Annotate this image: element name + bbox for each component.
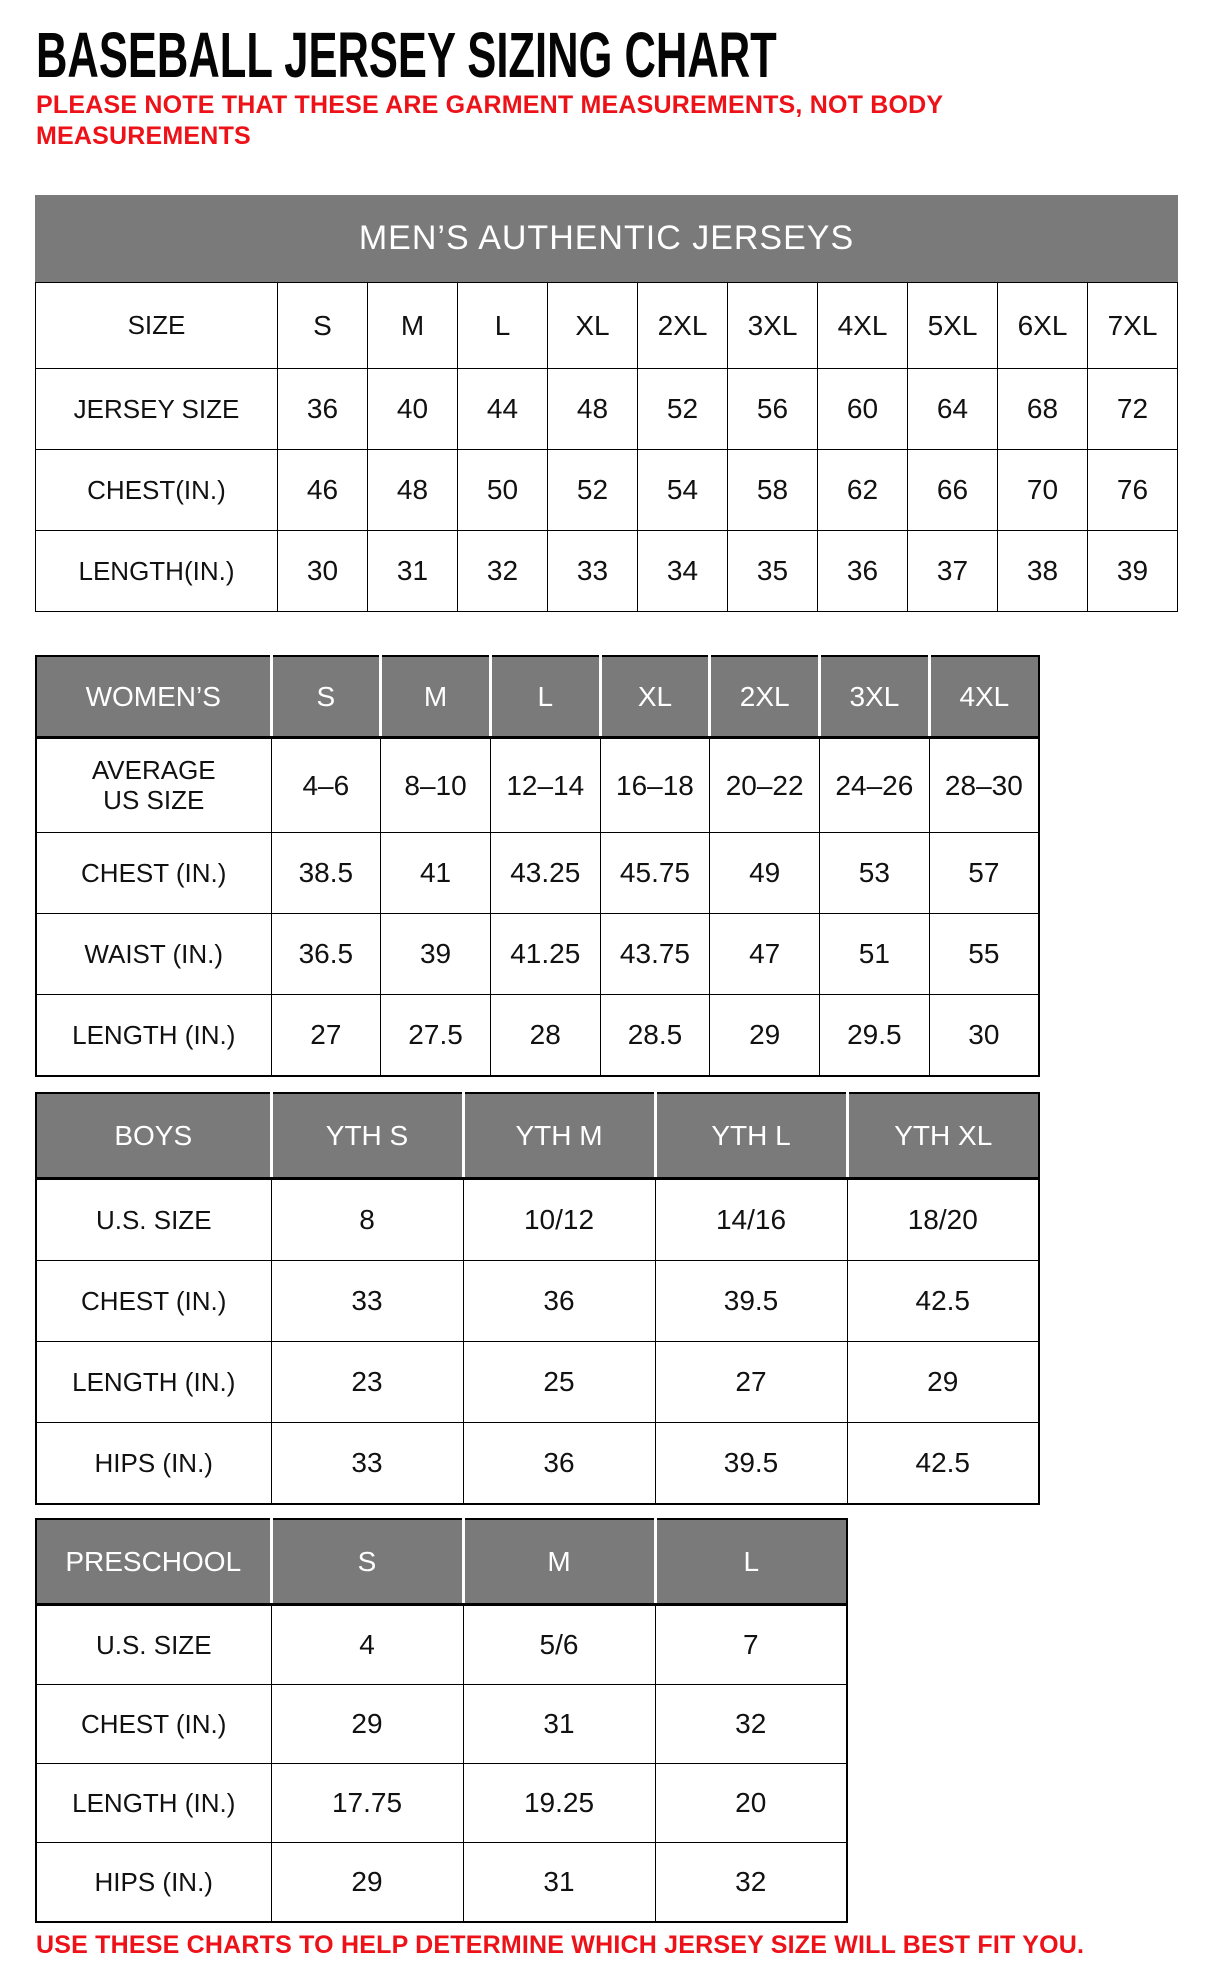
size-cell: S bbox=[271, 1519, 463, 1605]
value-cell: 14/16 bbox=[655, 1179, 847, 1261]
value-cell: 36 bbox=[278, 369, 368, 450]
value-cell: 4–6 bbox=[271, 738, 381, 833]
size-cell: M bbox=[368, 283, 458, 369]
mens-sizing-section bbox=[35, 195, 1178, 612]
row-label: SIZE bbox=[36, 283, 278, 369]
value-cell: 41.25 bbox=[490, 914, 600, 995]
table-row bbox=[36, 1261, 1039, 1342]
value-cell: 56 bbox=[728, 369, 818, 450]
row-label: CHEST (IN.) bbox=[36, 1261, 271, 1342]
table-row bbox=[36, 283, 1178, 369]
size-cell: M bbox=[463, 1519, 655, 1605]
value-cell: 8 bbox=[271, 1179, 463, 1261]
table-header-row bbox=[36, 1093, 1039, 1179]
value-cell: 31 bbox=[368, 531, 458, 612]
row-label: U.S. SIZE bbox=[36, 1605, 271, 1685]
size-cell: 2XL bbox=[638, 283, 728, 369]
value-cell: 29 bbox=[847, 1342, 1039, 1423]
value-cell: 40 bbox=[368, 369, 458, 450]
value-cell: 39.5 bbox=[655, 1423, 847, 1505]
row-label: WAIST (IN.) bbox=[36, 914, 271, 995]
value-cell: 33 bbox=[548, 531, 638, 612]
value-cell: 72 bbox=[1088, 369, 1178, 450]
value-cell: 48 bbox=[368, 450, 458, 531]
table-row bbox=[36, 995, 1039, 1077]
garment-measurement-note bbox=[36, 90, 943, 152]
size-cell: L bbox=[655, 1519, 847, 1605]
size-cell: YTH L bbox=[655, 1093, 847, 1179]
value-cell: 20–22 bbox=[710, 738, 820, 833]
row-label: U.S. SIZE bbox=[36, 1179, 271, 1261]
value-cell: 30 bbox=[929, 995, 1039, 1077]
table-title-cell: PRESCHOOL bbox=[36, 1519, 271, 1605]
value-cell: 35 bbox=[728, 531, 818, 612]
value-cell: 28 bbox=[490, 995, 600, 1077]
size-cell: XL bbox=[548, 283, 638, 369]
value-cell: 76 bbox=[1088, 450, 1178, 531]
value-cell: 29.5 bbox=[820, 995, 930, 1077]
value-cell: 33 bbox=[271, 1261, 463, 1342]
value-cell: 57 bbox=[929, 833, 1039, 914]
value-cell: 4 bbox=[271, 1605, 463, 1685]
value-cell: 36.5 bbox=[271, 914, 381, 995]
row-label: JERSEY SIZE bbox=[36, 369, 278, 450]
table-row bbox=[36, 1179, 1039, 1261]
size-cell: L bbox=[490, 656, 600, 738]
value-cell: 70 bbox=[998, 450, 1088, 531]
value-cell: 39 bbox=[381, 914, 491, 995]
size-cell: 4XL bbox=[818, 283, 908, 369]
size-cell: 7XL bbox=[1088, 283, 1178, 369]
value-cell: 29 bbox=[710, 995, 820, 1077]
value-cell: 51 bbox=[820, 914, 930, 995]
value-cell: 38 bbox=[998, 531, 1088, 612]
size-cell: 3XL bbox=[728, 283, 818, 369]
value-cell: 16–18 bbox=[600, 738, 710, 833]
value-cell: 37 bbox=[908, 531, 998, 612]
value-cell: 31 bbox=[463, 1685, 655, 1764]
value-cell: 42.5 bbox=[847, 1261, 1039, 1342]
value-cell: 8–10 bbox=[381, 738, 491, 833]
row-label: LENGTH(IN.) bbox=[36, 531, 278, 612]
note-line-2: MEASUREMENTS bbox=[36, 122, 251, 150]
size-cell: L bbox=[458, 283, 548, 369]
value-cell: 64 bbox=[908, 369, 998, 450]
value-cell: 32 bbox=[655, 1685, 847, 1764]
value-cell: 39.5 bbox=[655, 1261, 847, 1342]
value-cell: 32 bbox=[458, 531, 548, 612]
table-row bbox=[36, 1342, 1039, 1423]
size-cell: 6XL bbox=[998, 283, 1088, 369]
size-cell: YTH XL bbox=[847, 1093, 1039, 1179]
size-cell: YTH M bbox=[463, 1093, 655, 1179]
size-cell: XL bbox=[600, 656, 710, 738]
value-cell: 27 bbox=[271, 995, 381, 1077]
size-cell: S bbox=[271, 656, 381, 738]
value-cell: 46 bbox=[278, 450, 368, 531]
value-cell: 52 bbox=[548, 450, 638, 531]
table-title-cell: WOMEN’S bbox=[36, 656, 271, 738]
note-line-1: PLEASE NOTE THAT THESE ARE GARMENT MEASUREMENTS, NOT BODY bbox=[36, 91, 944, 119]
value-cell: 28–30 bbox=[929, 738, 1039, 833]
value-cell: 58 bbox=[728, 450, 818, 531]
value-cell: 50 bbox=[458, 450, 548, 531]
value-cell: 10/12 bbox=[463, 1179, 655, 1261]
table-row bbox=[36, 1685, 847, 1764]
table-header-row bbox=[36, 656, 1039, 738]
value-cell: 66 bbox=[908, 450, 998, 531]
value-cell: 33 bbox=[271, 1423, 463, 1505]
size-cell: 3XL bbox=[820, 656, 930, 738]
value-cell: 27.5 bbox=[381, 995, 491, 1077]
value-cell: 54 bbox=[638, 450, 728, 531]
value-cell: 28.5 bbox=[600, 995, 710, 1077]
value-cell: 62 bbox=[818, 450, 908, 531]
value-cell: 36 bbox=[463, 1261, 655, 1342]
value-cell: 52 bbox=[638, 369, 728, 450]
preschool-sizing-table bbox=[35, 1518, 848, 1923]
value-cell: 68 bbox=[998, 369, 1088, 450]
row-label: LENGTH (IN.) bbox=[36, 1342, 271, 1423]
value-cell: 60 bbox=[818, 369, 908, 450]
table-row bbox=[36, 1423, 1039, 1505]
value-cell: 17.75 bbox=[271, 1764, 463, 1843]
value-cell: 23 bbox=[271, 1342, 463, 1423]
value-cell: 36 bbox=[463, 1423, 655, 1505]
value-cell: 43.25 bbox=[490, 833, 600, 914]
table-row bbox=[36, 833, 1039, 914]
table-row bbox=[36, 914, 1039, 995]
table-row bbox=[36, 369, 1178, 450]
value-cell: 55 bbox=[929, 914, 1039, 995]
size-cell: YTH S bbox=[271, 1093, 463, 1179]
value-cell: 25 bbox=[463, 1342, 655, 1423]
table-row bbox=[36, 738, 1039, 833]
value-cell: 48 bbox=[548, 369, 638, 450]
table-row bbox=[36, 1605, 847, 1685]
value-cell: 41 bbox=[381, 833, 491, 914]
row-label: CHEST (IN.) bbox=[36, 833, 271, 914]
value-cell: 45.75 bbox=[600, 833, 710, 914]
value-cell: 53 bbox=[820, 833, 930, 914]
value-cell: 49 bbox=[710, 833, 820, 914]
table-row bbox=[36, 1843, 847, 1923]
table-title-cell: BOYS bbox=[36, 1093, 271, 1179]
size-cell: S bbox=[278, 283, 368, 369]
value-cell: 24–26 bbox=[820, 738, 930, 833]
row-label: HIPS (IN.) bbox=[36, 1843, 271, 1923]
value-cell: 31 bbox=[463, 1843, 655, 1923]
row-label: LENGTH (IN.) bbox=[36, 995, 271, 1077]
boys-sizing-table bbox=[35, 1092, 1040, 1505]
row-label: CHEST(IN.) bbox=[36, 450, 278, 531]
value-cell: 27 bbox=[655, 1342, 847, 1423]
table-row bbox=[36, 531, 1178, 612]
value-cell: 38.5 bbox=[271, 833, 381, 914]
row-label: LENGTH (IN.) bbox=[36, 1764, 271, 1843]
value-cell: 7 bbox=[655, 1605, 847, 1685]
row-label: AVERAGE US SIZE bbox=[36, 738, 271, 833]
value-cell: 12–14 bbox=[490, 738, 600, 833]
womens-sizing-table bbox=[35, 655, 1040, 1077]
mens-sizing-table bbox=[35, 282, 1178, 612]
value-cell: 34 bbox=[638, 531, 728, 612]
value-cell: 47 bbox=[710, 914, 820, 995]
value-cell: 39 bbox=[1088, 531, 1178, 612]
size-cell: 4XL bbox=[929, 656, 1039, 738]
table-row bbox=[36, 1764, 847, 1843]
page-title: BASEBALL JERSEY SIZING CHART bbox=[36, 19, 777, 91]
size-cell: 5XL bbox=[908, 283, 998, 369]
value-cell: 32 bbox=[655, 1843, 847, 1923]
size-cell: M bbox=[381, 656, 491, 738]
value-cell: 43.75 bbox=[600, 914, 710, 995]
table-row bbox=[36, 450, 1178, 531]
value-cell: 30 bbox=[278, 531, 368, 612]
mens-table-banner: MEN’S AUTHENTIC JERSEYS bbox=[35, 195, 1178, 282]
value-cell: 36 bbox=[818, 531, 908, 612]
value-cell: 5/6 bbox=[463, 1605, 655, 1685]
value-cell: 18/20 bbox=[847, 1179, 1039, 1261]
value-cell: 20 bbox=[655, 1764, 847, 1843]
value-cell: 29 bbox=[271, 1843, 463, 1923]
size-cell: 2XL bbox=[710, 656, 820, 738]
value-cell: 42.5 bbox=[847, 1423, 1039, 1505]
row-label: CHEST (IN.) bbox=[36, 1685, 271, 1764]
value-cell: 44 bbox=[458, 369, 548, 450]
table-header-row bbox=[36, 1519, 847, 1605]
value-cell: 29 bbox=[271, 1685, 463, 1764]
fit-advice-note: USE THESE CHARTS TO HELP DETERMINE WHICH JERSEY SIZE WILL BEST FIT YOU. bbox=[36, 1931, 1085, 1959]
row-label: HIPS (IN.) bbox=[36, 1423, 271, 1505]
value-cell: 19.25 bbox=[463, 1764, 655, 1843]
